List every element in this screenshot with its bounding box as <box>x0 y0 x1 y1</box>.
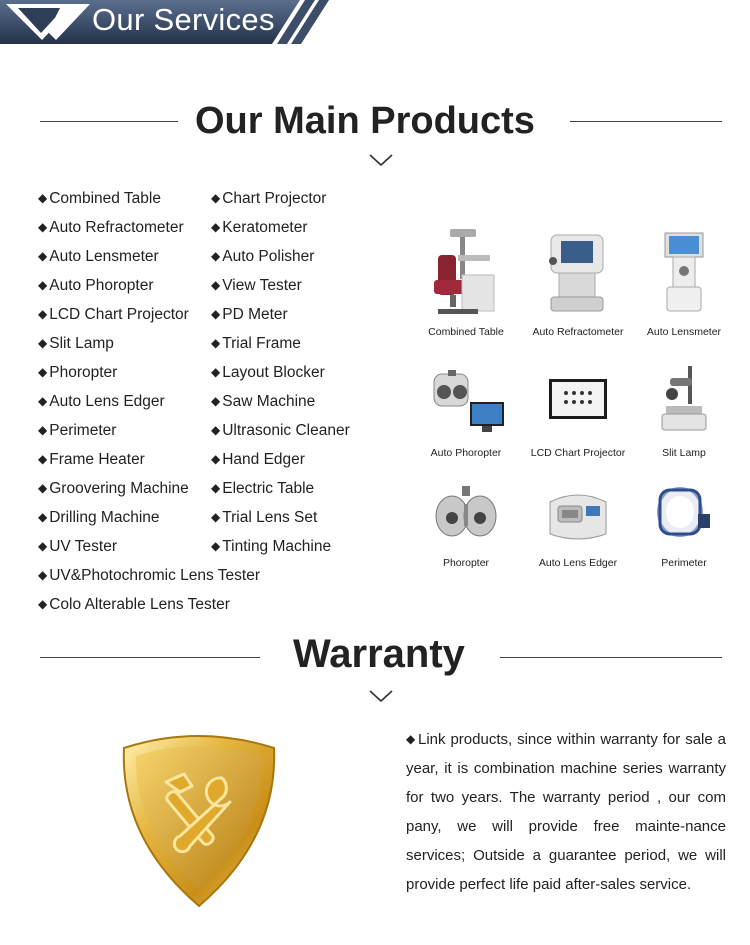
product-caption: Phoropter <box>442 557 490 569</box>
product-list-item <box>38 274 154 296</box>
product-list-item <box>38 303 189 325</box>
product-list-item <box>211 274 302 296</box>
product-list-label: Colo Alterable Lens Tester <box>49 596 230 613</box>
warranty-rule-left <box>40 657 260 658</box>
product-list-label: Chart Projector <box>222 190 327 207</box>
auto-refractometer-image <box>545 231 609 315</box>
lcd-chart-projector-image <box>548 378 608 420</box>
perimeter-image <box>656 486 712 540</box>
diamond-bullet-icon: ◆ <box>211 220 221 234</box>
diamond-bullet-icon: ◆ <box>38 568 48 582</box>
product-caption: Auto Refractometer <box>532 326 624 338</box>
diamond-bullet-icon: ◆ <box>38 307 48 321</box>
product-list-label: UV&Photochromic Lens Tester <box>49 567 261 584</box>
diamond-bullet-icon: ◆ <box>38 336 48 350</box>
product-list-label: Auto Refractometer <box>49 219 184 236</box>
diamond-bullet-icon: ◆ <box>211 394 221 408</box>
diamond-bullet-icon: ◆ <box>38 278 48 292</box>
diamond-bullet-icon: ◆ <box>38 191 48 205</box>
product-list-label: Keratometer <box>222 219 308 236</box>
product-list-label: Perimeter <box>49 422 117 439</box>
warranty-text-body: Link products, since within warranty for sale a year, it is combination machine series warranty for two years. The warranty period , our com pany, we will provide free mainte-nance services; Outside a guarantee period, we will provide perfect life paid after-sales service. <box>406 731 726 893</box>
warranty-text <box>406 725 726 899</box>
warranty-heading: Warranty <box>293 632 465 676</box>
product-caption: Slit Lamp <box>662 447 706 459</box>
product-list-item <box>211 245 314 267</box>
warranty-rule-right <box>500 657 722 658</box>
product-caption: Combined Table <box>428 326 504 338</box>
product-list-item <box>38 245 159 267</box>
product-caption: Auto Phoropter <box>430 447 502 459</box>
product-list-label: Trial Lens Set <box>222 509 318 526</box>
product-list-label: Slit Lamp <box>49 335 114 352</box>
diamond-bullet-icon: ◆ <box>38 423 48 437</box>
diamond-bullet-icon: ◆ <box>211 191 221 205</box>
chevron-down-icon <box>368 689 394 703</box>
diamond-bullet-icon: ◆ <box>38 597 48 611</box>
product-list-label: Auto Phoropter <box>49 277 154 294</box>
product-list-item <box>38 187 161 209</box>
diamond-bullet-icon: ◆ <box>211 249 221 263</box>
product-list-label: UV Tester <box>49 538 118 555</box>
product-list-label: Tinting Machine <box>222 538 332 555</box>
product-list-item <box>38 361 117 383</box>
product-list-item <box>211 535 331 557</box>
diamond-bullet-icon: ◆ <box>211 336 221 350</box>
product-list-item <box>211 390 315 412</box>
phoropter-image <box>434 484 498 544</box>
product-list-item <box>211 303 288 325</box>
product-list-label: View Tester <box>222 277 302 294</box>
diamond-bullet-icon: ◆ <box>211 365 221 379</box>
diamond-bullet-icon: ◆ <box>38 452 48 466</box>
product-list-label: Phoropter <box>49 364 118 381</box>
product-list-item <box>38 535 117 557</box>
product-caption: LCD Chart Projector <box>530 447 626 459</box>
product-list-item <box>38 564 260 586</box>
chevron-down-icon <box>368 153 394 167</box>
product-list-item <box>38 477 189 499</box>
product-caption: Auto Lens Edger <box>538 557 618 569</box>
product-list-label: Combined Table <box>49 190 161 207</box>
diamond-bullet-icon: ◆ <box>211 539 221 553</box>
auto-lensmeter-image <box>661 231 707 315</box>
diamond-bullet-icon: ◆ <box>38 249 48 263</box>
product-list-label: Ultrasonic Cleaner <box>222 422 350 439</box>
product-list-item <box>38 448 145 470</box>
banner-title: Our Services <box>92 2 275 37</box>
heading-rule-right <box>570 121 722 122</box>
diamond-bullet-icon: ◆ <box>38 394 48 408</box>
product-list-item <box>38 216 184 238</box>
product-list-label: Saw Machine <box>222 393 316 410</box>
diamond-bullet-icon: ◆ <box>211 481 221 495</box>
product-list-label: Layout Blocker <box>222 364 325 381</box>
product-list-item <box>211 216 308 238</box>
product-list-item <box>211 332 301 354</box>
gold-shield-tools-icon <box>118 728 280 910</box>
product-list-label: LCD Chart Projector <box>49 306 189 323</box>
auto-phoropter-image <box>432 368 506 436</box>
diamond-bullet-icon: ◆ <box>38 481 48 495</box>
product-list-label: PD Meter <box>222 306 288 323</box>
diamond-bullet-icon: ◆ <box>211 423 221 437</box>
product-list-label: Drilling Machine <box>49 509 160 526</box>
product-list-item <box>38 332 114 354</box>
product-list-item <box>211 477 314 499</box>
diamond-bullet-icon: ◆ <box>38 365 48 379</box>
product-caption: Auto Lensmeter <box>646 326 722 338</box>
product-list-label: Trial Frame <box>222 335 301 352</box>
services-banner <box>0 0 340 44</box>
diamond-bullet-icon: ◆ <box>211 307 221 321</box>
product-list-item <box>38 419 116 441</box>
diamond-bullet-icon: ◆ <box>38 220 48 234</box>
diamond-bullet-icon: ◆ <box>406 732 416 746</box>
product-list-item <box>211 361 325 383</box>
product-list-label: Groovering Machine <box>49 480 189 497</box>
product-list-label: Hand Edger <box>222 451 305 468</box>
heading-rule-left <box>40 121 178 122</box>
product-list-label: Auto Polisher <box>222 248 315 265</box>
diamond-bullet-icon: ◆ <box>38 539 48 553</box>
product-list-item <box>211 506 317 528</box>
product-list-item <box>211 419 350 441</box>
diamond-bullet-icon: ◆ <box>211 278 221 292</box>
product-list-item <box>38 390 165 412</box>
diamond-bullet-icon: ◆ <box>211 510 221 524</box>
product-list-item <box>211 448 305 470</box>
product-list-label: Auto Lensmeter <box>49 248 159 265</box>
product-list-item <box>38 593 230 615</box>
product-caption: Perimeter <box>661 557 707 569</box>
auto-lens-edger-image <box>544 488 612 544</box>
product-list-label: Auto Lens Edger <box>49 393 165 410</box>
diamond-bullet-icon: ◆ <box>211 452 221 466</box>
combined-table-image <box>430 225 500 320</box>
diamond-bullet-icon: ◆ <box>38 510 48 524</box>
product-list-label: Electric Table <box>222 480 315 497</box>
product-list-label: Frame Heater <box>49 451 145 468</box>
products-heading: Our Main Products <box>195 100 535 142</box>
slit-lamp-image <box>658 364 710 434</box>
product-list-item <box>38 506 160 528</box>
product-list-item <box>211 187 326 209</box>
